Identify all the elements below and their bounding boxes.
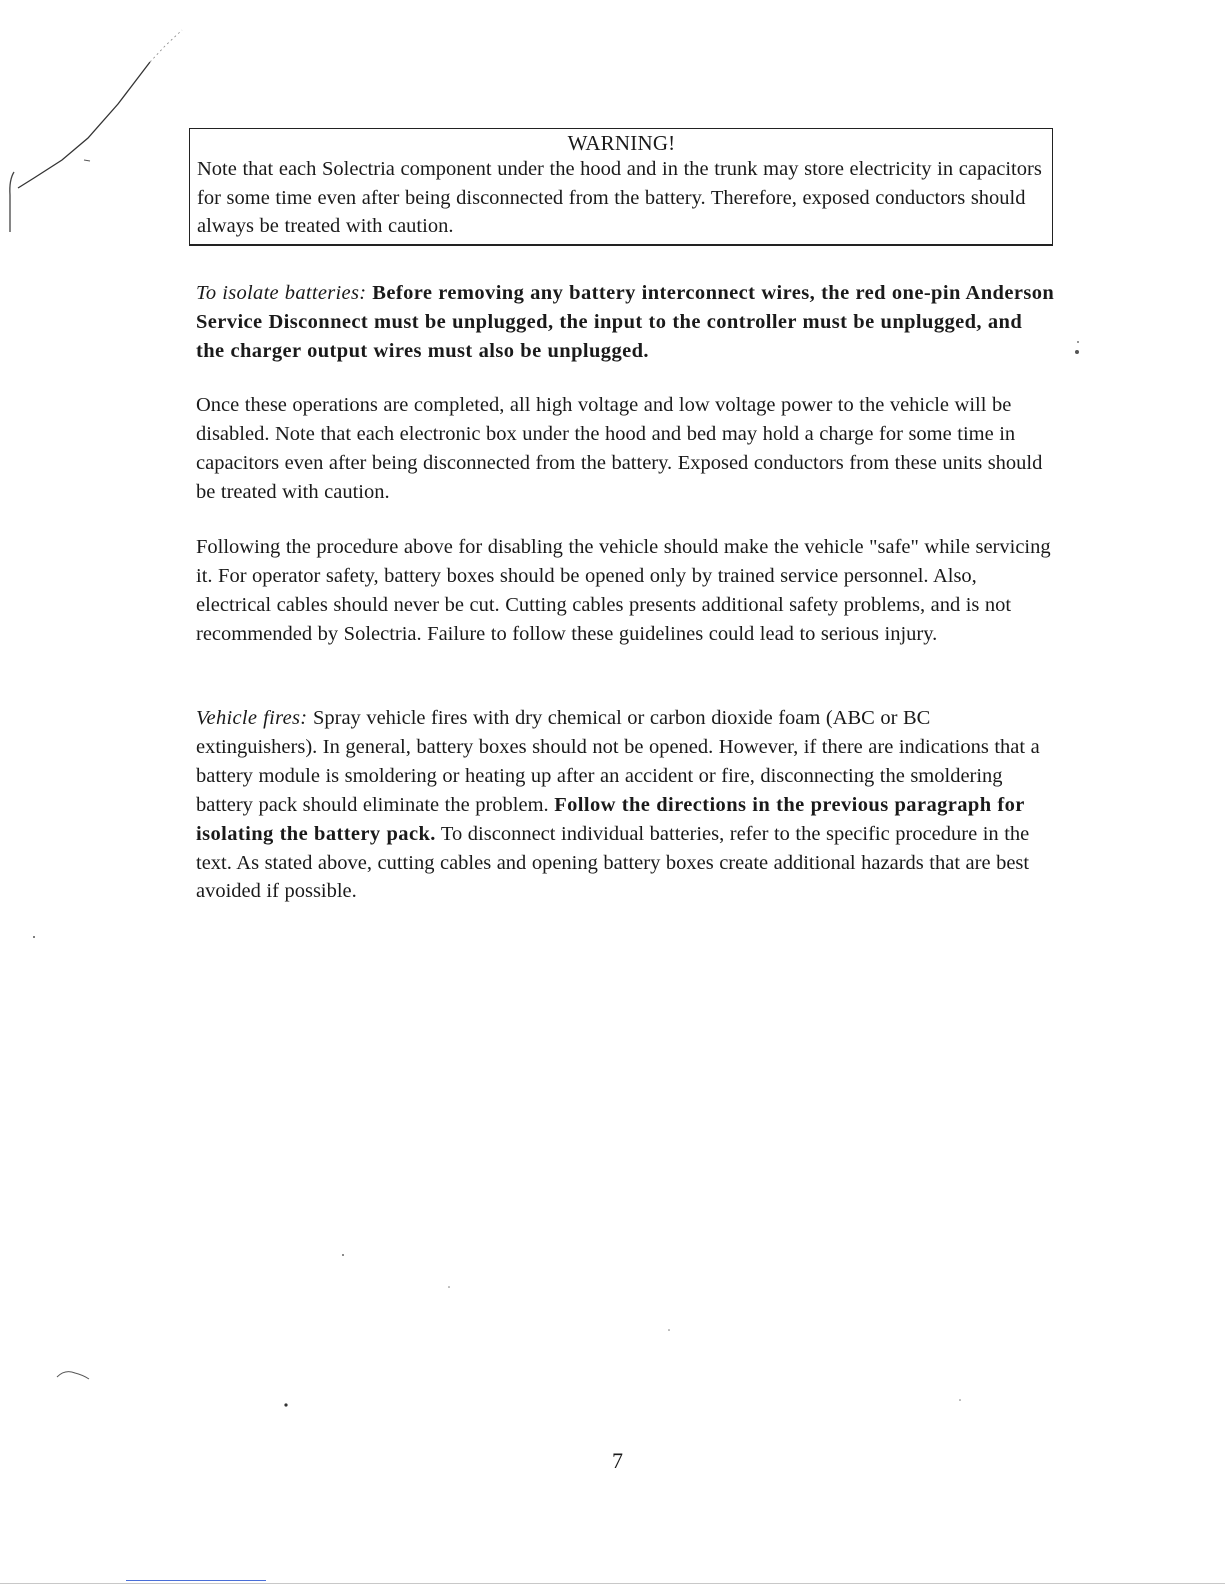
vehicle-fires-paragraph: [196, 704, 1056, 906]
isolate-batteries-body: Before removing any battery interconnect wires, the red one-pin Anderson Service Disconnect must be unplugged, the input to the controller must be unplugged, and the charger output wires must also be unplugged.: [196, 282, 1055, 362]
vehicle-fires-body-2: To disconnect individual batteries, refer to the specific procedure in the text. As stated above, cutting cables and opening battery boxes create additional hazards that are best avoided if possible.: [196, 822, 1030, 903]
scan-speck-left: [55, 1365, 95, 1385]
vehicle-fires-bold: Follow the directions in the previous paragraph for isolating the battery pack.: [196, 793, 1025, 845]
scan-bottom-edge: [0, 1583, 1225, 1584]
operations-completed-paragraph: Once these operations are completed, all high voltage and low voltage power to the vehicle will be disabled. Note that each electronic box under the hood and bed may hold a charge for some time in capacitors even after being disconnected from the battery. Exposed conductors from these units should be treated with caution.: [196, 394, 1043, 503]
warning-body: Note that each Solectria component under the hood and in the trunk may store electricity in capacitors for some time even after being disconnected from the battery. Therefore, exposed conductors should always be treated with caution.: [197, 158, 1042, 237]
isolate-batteries-paragraph: [196, 279, 1056, 366]
warning-box: [189, 128, 1053, 246]
isolate-batteries-lead: To isolate batteries:: [196, 282, 367, 304]
scan-blue-line: [126, 1580, 266, 1581]
vehicle-fires-body-1: Spray vehicle fires with dry chemical or carbon dioxide foam (ABC or BC extinguishers). In general, battery boxes should not be opened. However, if there are indications that a battery module is smoldering or heating up after an accident or fire, disconnecting the smoldering battery pack should eliminate the problem.: [196, 707, 1040, 816]
page-number: 7: [612, 1448, 623, 1473]
vehicle-fires-lead: Vehicle fires:: [196, 707, 308, 729]
safety-procedure-paragraph: Following the procedure above for disabling the vehicle should make the vehicle "safe" while servicing it. For operator safety, battery boxes should be opened only by trained service personnel. Also, electrical cables should never be cut. Cutting cables presents additional safety problems, and is not recommended by Solectria. Failure to follow these guidelines could lead to serious injury.: [196, 536, 1051, 645]
warning-title: WARNING!: [567, 131, 676, 155]
